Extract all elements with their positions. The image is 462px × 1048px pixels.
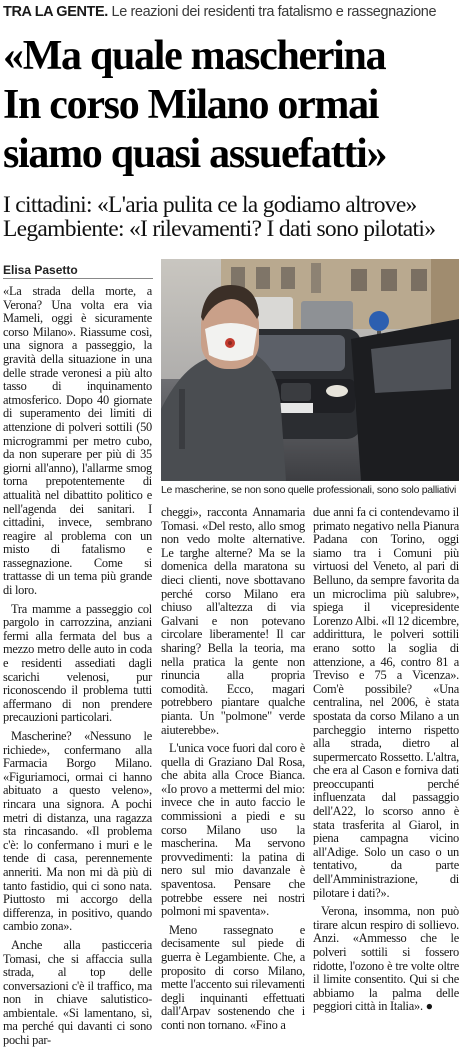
paragraph: Anche alla pasticceria Tomasi, che si affaccia sulla strada, al top delle conversazioni c'è il traffico, ma non in chiave salutistico-ambientale. «Si lamentano, sì, ma perché qui davanti ci sono pochi par- bbox=[3, 937, 152, 1048]
article-column-3 bbox=[313, 505, 459, 1014]
paragraph: Verona, insomma, non può tirare alcun respiro di sollievo. Anzi. «Ammesso che le polveri sottili si fossero ridotte, l'ozono è tre volte oltre il limite consentito. Qui si che abbiamo la palma delle peggiori città in Italia». ● bbox=[313, 904, 459, 1014]
headline-line: «Ma quale mascherina bbox=[3, 33, 386, 79]
subheadline-line: I cittadini: «L'aria pulita ce la godiamo altrove» bbox=[3, 192, 417, 218]
article-column-2 bbox=[161, 505, 305, 1032]
article-column-1 bbox=[3, 284, 152, 1048]
paragraph: Mascherine? «Nessuno le richiede», confermano alla Farmacia Borgo Milano. «Figuriamoci, ormai ci hanno abituato a questo veleno», rincara una signora. A pochi metri di distanza, una ragazza sta rincasando. «Il problema c'è: lo confermano i muri e le tende di casa, perennemente anneriti. Ma non mi dà più di tanto fastidio, qui ci sono nata. Piuttosto mi accorgo della differenza, in positivo, quando cambio zona». bbox=[3, 729, 152, 934]
paragraph: due anni fa ci contendevamo il primato negativo nella Pianura Padana con Torino, oggi siamo tra i Comuni più virtuosi del Veneto, al pari di Belluno, da sempre favorita da un microclima più salubre», spiega il vicepresidente Lorenzo Albi. «Il 12 dicembre, addirittura, le polveri sottili erano sotto la soglia di attenzione, a 46, contro 81 a Treviso e 75 a Vicenza». Com'è possibile? «Una centralina, nel 2006, è stata spostata da corso Milano a un parcheggio interno rispetto alla strada, dietro al supermercato Rossetto. L'altra, che era al Cason e forniva dati preoccupanti perché influenzata dal passaggio dell'A22, lo scorso anno è stata trasferita al Giarol, in piena campagna vicino all'Adige. Solo un caso o un tentativo, da parte dell'Amministrazione, di pilotare i dati?». bbox=[313, 505, 459, 900]
kicker bbox=[3, 2, 459, 22]
subheadline-line: Legambiente: «I rilevamenti? I dati sono pilotati» bbox=[3, 216, 436, 242]
street-photo bbox=[161, 259, 459, 481]
subheadline bbox=[3, 193, 461, 241]
kicker-text: Le reazioni dei residenti tra fatalismo e rassegnazione bbox=[111, 4, 437, 20]
paragraph: Tra mamme a passeggio col pargolo in carrozzina, anziani fermi alla fermata del bus a mezzo metro delle auto in coda e residenti assediati dagli scarichi velenosi, pur riconoscendo il problema tutti affermano di non prendere precauzioni particolari. bbox=[3, 601, 152, 725]
kicker-label: TRA LA GENTE. bbox=[3, 4, 108, 20]
headline-line: siamo quasi assuefatti» bbox=[3, 131, 387, 177]
paragraph: cheggi», racconta Annamaria Tomasi. «Del resto, allo smog non vedo molte alternative. Le targhe alterne? Ma se la domenica della maratona su dieci clienti, nove sbottavano perché corso Milano era chiuso all'altezza di via Galvani e non potevano circolare liberamente! Il car sharing? Bella la teoria, ma nella pratica la gente non rinuncia alla propria comodità. Ecco, magari potrebbero piantare qualche pianta. Un "polmone" verde aiuterebbe». bbox=[161, 505, 305, 737]
paragraph: «La strada della morte, a Verona? Una volta era via Mameli, oggi è sicuramente corso Milano». Riassume così, una signora a passeggio, la gravità della situazione in una delle strade veronesi a più alto tasso di inquinamento atmosferico. Dopo 40 giornate di superamento dei limiti di attenzione di polveri sottili (50 microgrammi per metro cubo, da non superare per più di 35 giorni all'anno), l'allarme smog torna prepotentemente di attualità nel dibattito politico e nell'agenda dei sanitari. I cittadini, invece, sembrano reagire al problema con un misto di fatalismo e rassegnazione. Come si trattasse di un tema più grande di loro. bbox=[3, 284, 152, 598]
paragraph: L'unica voce fuori dal coro è quella di Graziano Dal Rosa, che abita alla Croce Bianca. «Io provo a mettermi del mio: invece che in auto faccio le commissioni a piedi e su corso Milano uso la mascherina. Ma servono provvedimenti: la patina di nero sul mio davanzale è spaventosa. Pensare che potrebbe essere nei nostri polmoni mi spaventa». bbox=[161, 741, 305, 919]
headline bbox=[3, 32, 461, 179]
photo-caption: Le mascherine, se non sono quelle professionali, sono solo palliativi bbox=[161, 484, 457, 496]
paragraph: Meno rassegnato e decisamente sul piede di guerra è Legambiente. Che, a proposito di corso Milano, mette l'accento sui rilevamenti degli inquinanti effettuati dall'Arpav sostenendo che i conti non tornano. «Fino a bbox=[161, 922, 305, 1032]
byline: Elisa Pasetto bbox=[3, 262, 153, 279]
headline-line: In corso Milano ormai bbox=[3, 82, 379, 128]
